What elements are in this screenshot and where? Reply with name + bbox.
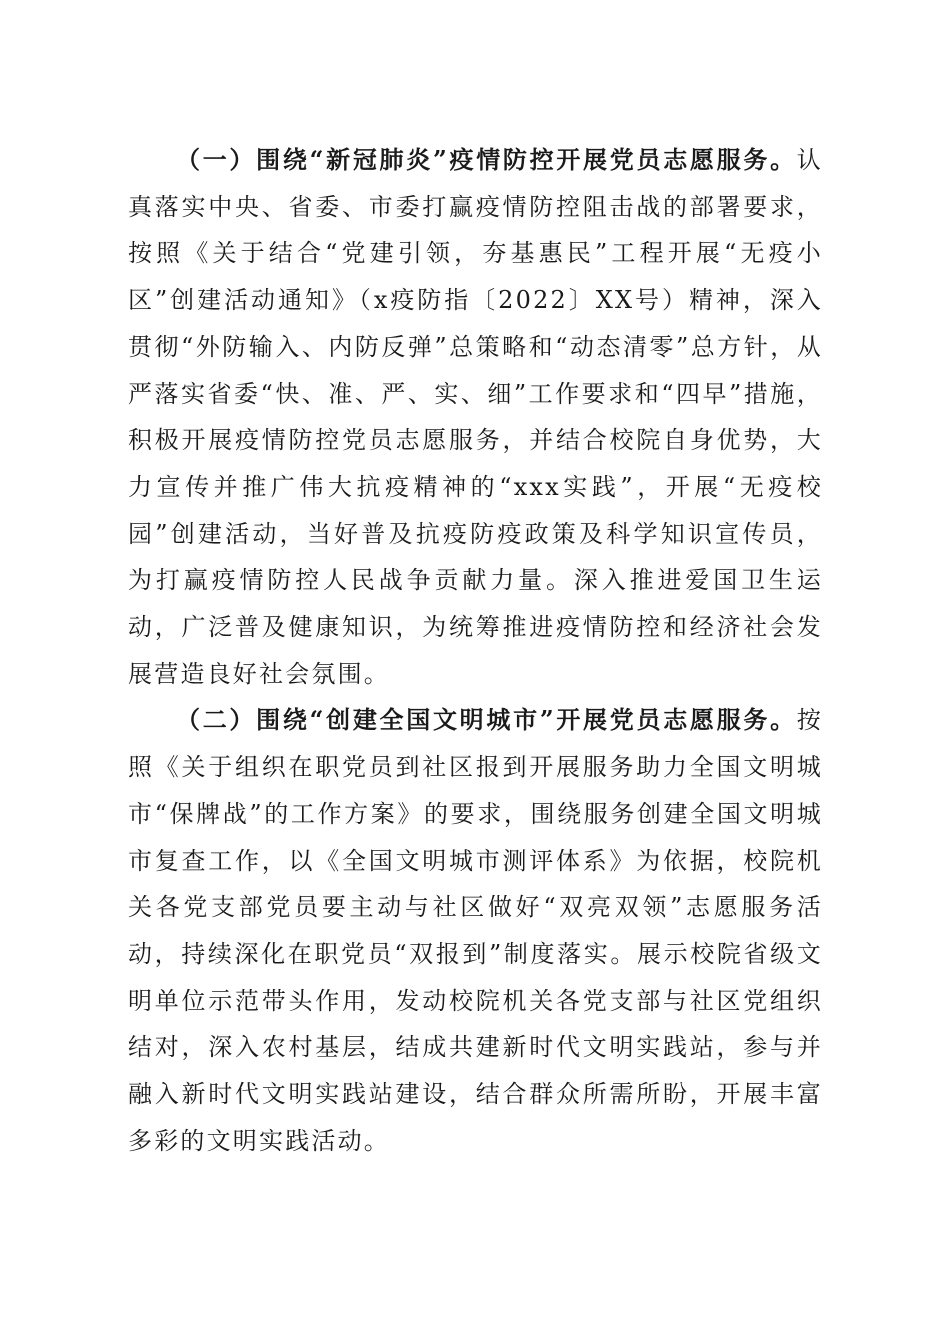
paragraph-2: [128, 697, 823, 1164]
paragraph-1: [128, 137, 823, 697]
paragraph-1-heading: （一）围绕“新冠肺炎”疫情防控开展党员志愿服务。: [176, 145, 797, 174]
paragraph-2-body: 按照《关于组织在职党员到社区报到开展服务助力全国文明城市“保牌战”的工作方案》的要求，围绕服务创建全国文明城市复查工作，以《全国文明城市测评体系》为依据，校院机关各党支部党员要主动与社区做好“双亮双领”志愿服务活动，持续深化在职党员“双报到”制度落实。展示校院省级文明单位示范带头作用，发动校院机关各党支部与社区党组织结对，深入农村基层，结成共建新时代文明实践站，参与并融入新时代文明实践站建设，结合群众所需所盼，开展丰富多彩的文明实践活动。: [128, 706, 823, 1155]
document-body: [128, 137, 823, 1164]
paragraph-2-heading: （二）围绕“创建全国文明城市”开展党员志愿服务。: [176, 705, 797, 735]
paragraph-1-body: 认真落实中央、省委、市委打赢疫情防控阻击战的部署要求，按照《关于结合“党建引领，夯基惠民”工程开展“无疫小区”创建活动通知》（x疫防指〔2022〕XX号）精神，深入贯彻“外防输入、内防反弹”总策略和“动态清零”总方针，从严落实省委“快、准、严、实、细”工作要求和“四早”措施，积极开展疫情防控党员志愿服务，并结合校院自身优势，大力宣传并推广伟大抗疫精神的“xxx实践”，开展“无疫校园”创建活动，当好普及抗疫防疫政策及科学知识宣传员，为打赢疫情防控人民战争贡献力量。深入推进爱国卫生运动，广泛普及健康知识，为统筹推进疫情防控和经济社会发展营造良好社会氛围。: [128, 146, 823, 688]
